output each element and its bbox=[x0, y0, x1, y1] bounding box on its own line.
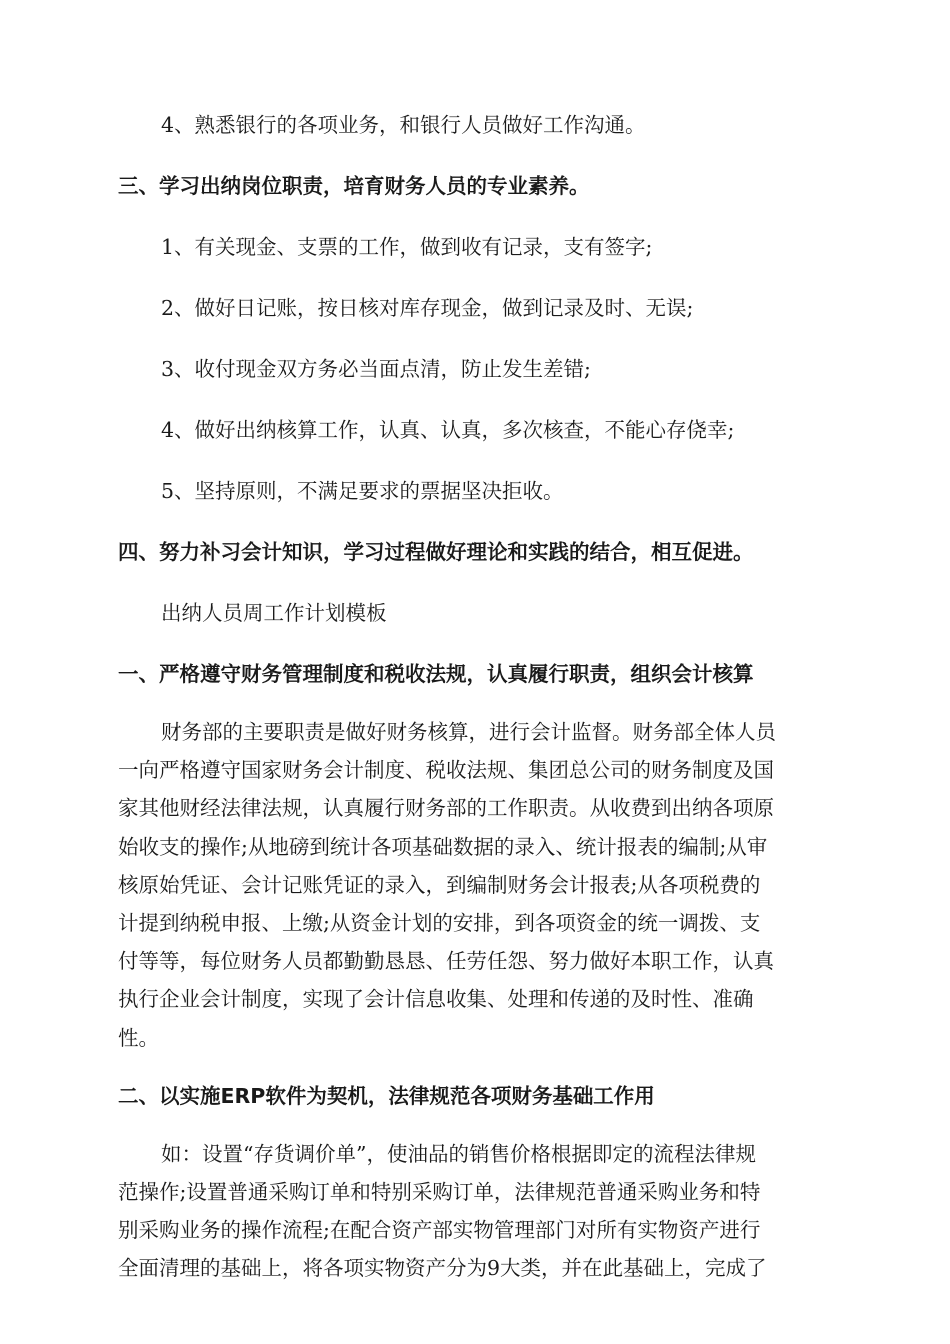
paragraph-line: 性。 bbox=[118, 1025, 159, 1050]
paragraph-line: 计提到纳税申报、上缴;从资金计划的安排，到各项资金的统一调拨、支 bbox=[118, 911, 761, 936]
paragraph-line: 核原始凭证、会计记账凭证的录入，到编制财务会计报表;从各项税费的 bbox=[118, 872, 761, 897]
paragraph-line: 家其他财经法律法规，认真履行财务部的工作职责。从收费到出纳各项原 bbox=[118, 796, 774, 821]
paragraph-line: 始收支的操作;从地磅到统计各项基础数据的录入、统计报表的编制;从审 bbox=[118, 834, 768, 859]
paragraph-line: 如：设置“存货调价单”，使油品的销售价格根据即定的流程法律规 bbox=[161, 1141, 756, 1166]
section-heading: 三、学习出纳岗位职责，培育财务人员的专业素养。 bbox=[118, 174, 590, 198]
paragraph bbox=[118, 1135, 830, 1288]
list-item: 2、做好日记账，按日核对库存现金，做到记录及时、无误; bbox=[161, 296, 694, 320]
list-item: 3、收付现金双方务必当面点清，防止发生差错; bbox=[161, 357, 591, 381]
list-item: 4、做好出纳核算工作，认真、认真，多次核查，不能心存侥幸; bbox=[161, 418, 735, 442]
section-heading: 四、努力补习会计知识，学习过程做好理论和实践的结合，相互促进。 bbox=[118, 540, 754, 564]
paragraph bbox=[118, 713, 830, 1057]
paragraph-line: 一向严格遵守国家财务会计制度、税收法规、集团总公司的财务制度及国 bbox=[118, 758, 774, 783]
list-item: 4、熟悉银行的各项业务，和银行人员做好工作沟通。 bbox=[161, 113, 646, 137]
paragraph-line: 付等等，每位财务人员都勤勤恳恳、任劳任怨、努力做好本职工作，认真 bbox=[118, 949, 774, 974]
paragraph-line: 全面清理的基础上，将各项实物资产分为9大类，并在此基础上，完成了 bbox=[118, 1256, 767, 1281]
subtitle: 出纳人员周工作计划模板 bbox=[161, 601, 387, 625]
section-heading: 一、严格遵守财务管理制度和税收法规，认真履行职责，组织会计核算 bbox=[118, 662, 754, 686]
paragraph-line: 别采购业务的操作流程;在配合资产部实物管理部门对所有实物资产进行 bbox=[118, 1218, 761, 1243]
paragraph-line: 执行企业会计制度，实现了会计信息收集、处理和传递的及时性、准确 bbox=[118, 987, 754, 1012]
paragraph-line: 范操作;设置普通采购订单和特别采购订单，法律规范普通采购业务和特 bbox=[118, 1180, 761, 1205]
paragraph-line: 财务部的主要职责是做好财务核算，进行会计监督。财务部全体人员 bbox=[161, 720, 776, 744]
section-heading: 二、以实施ERP软件为契机，法律规范各项财务基础工作用 bbox=[118, 1083, 655, 1108]
list-item: 5、坚持原则，不满足要求的票据坚决拒收。 bbox=[161, 479, 564, 503]
list-item: 1、有关现金、支票的工作，做到收有记录，支有签字; bbox=[161, 235, 653, 259]
